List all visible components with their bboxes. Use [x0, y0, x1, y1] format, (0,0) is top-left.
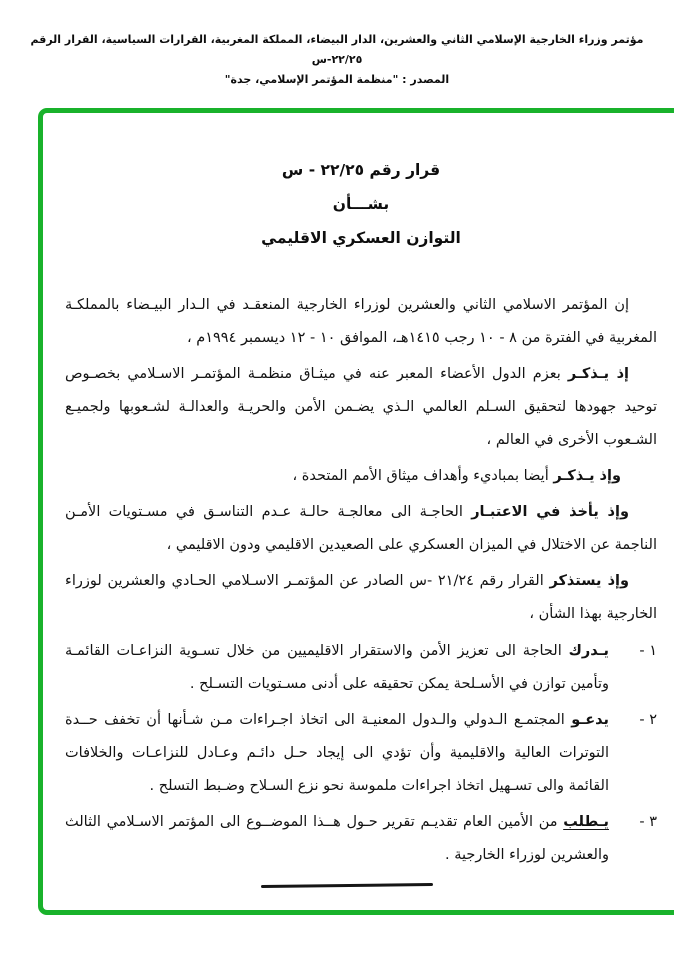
paragraph-text: المؤتمر الاسلامي الثاني والعشرين لوزراء الخارجية المنعقـد في الـدار البيـضاء بالمملكـة المغربية في الفترة من ٨ - ١٠ رجب ١٤١٥هـ، الموافق ١٠ - ١٢ ديسمبر ١٩٩٤م ،	[65, 297, 657, 346]
item-row	[65, 635, 657, 701]
document-frame	[38, 108, 674, 915]
frame-content	[65, 113, 657, 887]
paragraph-lead: وإذ يستذكر	[549, 573, 629, 589]
paragraph-lead: وإذ يـذكـر	[553, 468, 621, 484]
paragraph-text: أيضا بمباديء وأهداف ميثاق الأمم المتحدة ،	[292, 468, 554, 484]
paragraph-lead: إن	[614, 297, 629, 313]
preamble-paragraph	[65, 358, 657, 457]
item-text-block	[65, 806, 609, 872]
resolution-about-word: بشـــأن	[332, 195, 390, 213]
item-text: الحاجة الى تعزيز الأمن والاستقرار الاقليميين من خلال تسـوية النزاعـات القائمـة وتأمين توازن في الأسـلحة يمكن تحقيقه على أدنى مسـتويات التسـلح .	[65, 643, 609, 692]
paragraph-lead: وإذ يأخذ في الاعتبـار	[471, 504, 629, 520]
resolution-items	[65, 635, 657, 872]
paragraph-lead: إذ يـذكـر	[567, 366, 629, 382]
preamble-paragraph	[65, 496, 657, 562]
header-source-line: المصدر : "منظمة المؤتمر الإسلامي، جدة"	[224, 73, 450, 86]
header-citation-line: مؤتمر وزراء الخارجية الإسلامي الثاني والعشرين، الدار البيضاء، المملكة المغربية، القرارات السياسية، القرار الرقم ٢٢/٢٥-س	[30, 33, 644, 66]
resolution-subject-title: التوازن العسكري الاقليمي	[261, 229, 461, 247]
resolution-body	[65, 289, 657, 887]
footer-divider-line	[261, 883, 433, 888]
paragraph-text: بعزم الدول الأعضاء المعبر عنه في ميثـاق منظمـة المؤتمـر الاسـلامي بخصـوص توحيد جهودها لتحقيق السـلم العالمي الـذي يضـمن الأمن والحريـة والعدالـة لشـعوبها ولجميـع الشـعوب الأخرى في العالم ،	[65, 366, 657, 448]
item-number: ٣ -	[639, 814, 657, 830]
item-text-block	[65, 704, 609, 803]
paragraph-text: القرار رقم ٢١/٢٤ -س الصادر عن المؤتمـر الاسـلامي الحـادي والعشرين لوزراء الخارجية بهذا الشأن ،	[65, 573, 657, 622]
preamble-paragraph	[65, 565, 657, 631]
preamble-paragraph	[65, 460, 657, 493]
item-number: ٢ -	[639, 712, 657, 728]
item-lead: يـدرك	[568, 643, 609, 659]
resolution-title-block	[65, 153, 657, 255]
item-text-block	[65, 635, 609, 701]
item-lead: يدعـو	[571, 712, 609, 728]
item-row	[65, 704, 657, 803]
item-lead: يـطلب	[563, 814, 609, 830]
document-source-header	[12, 30, 662, 90]
item-text: من الأمين العام تقديـم تقرير حـول هــذا الموضــوع الى المؤتمر الاسـلامي الثالث والعشرين لوزراء الخارجية .	[65, 814, 609, 863]
preamble-paragraph	[65, 289, 657, 355]
item-text: المجتمـع الـدولي والـدول المعنيـة الى اتخاذ اجـراءات مـن شـأنها أن تخفف حــدة التوترات العالية والاقليمية وأن تؤدي الى إيجاد حـل دائـم وعـادل للنزاعـات والخلافات القائمة والى تسـهيل اتخاذ اجراءات ملموسة نحو نزع السـلاح وضـبط التسلح .	[65, 712, 609, 794]
paragraph-text: الحاجـة الى معالجـة حالـة عـدم التناسـق في مسـتويات الأمـن الناجمة عن الاختلال في الميزان العسكري على الصعيدين الاقليمي ودون الاقليمي ،	[65, 504, 657, 553]
item-number: ١ -	[639, 643, 657, 659]
item-row	[65, 806, 657, 872]
resolution-number-title: قرار رقم ٢٢/٢٥ - س	[281, 161, 441, 179]
